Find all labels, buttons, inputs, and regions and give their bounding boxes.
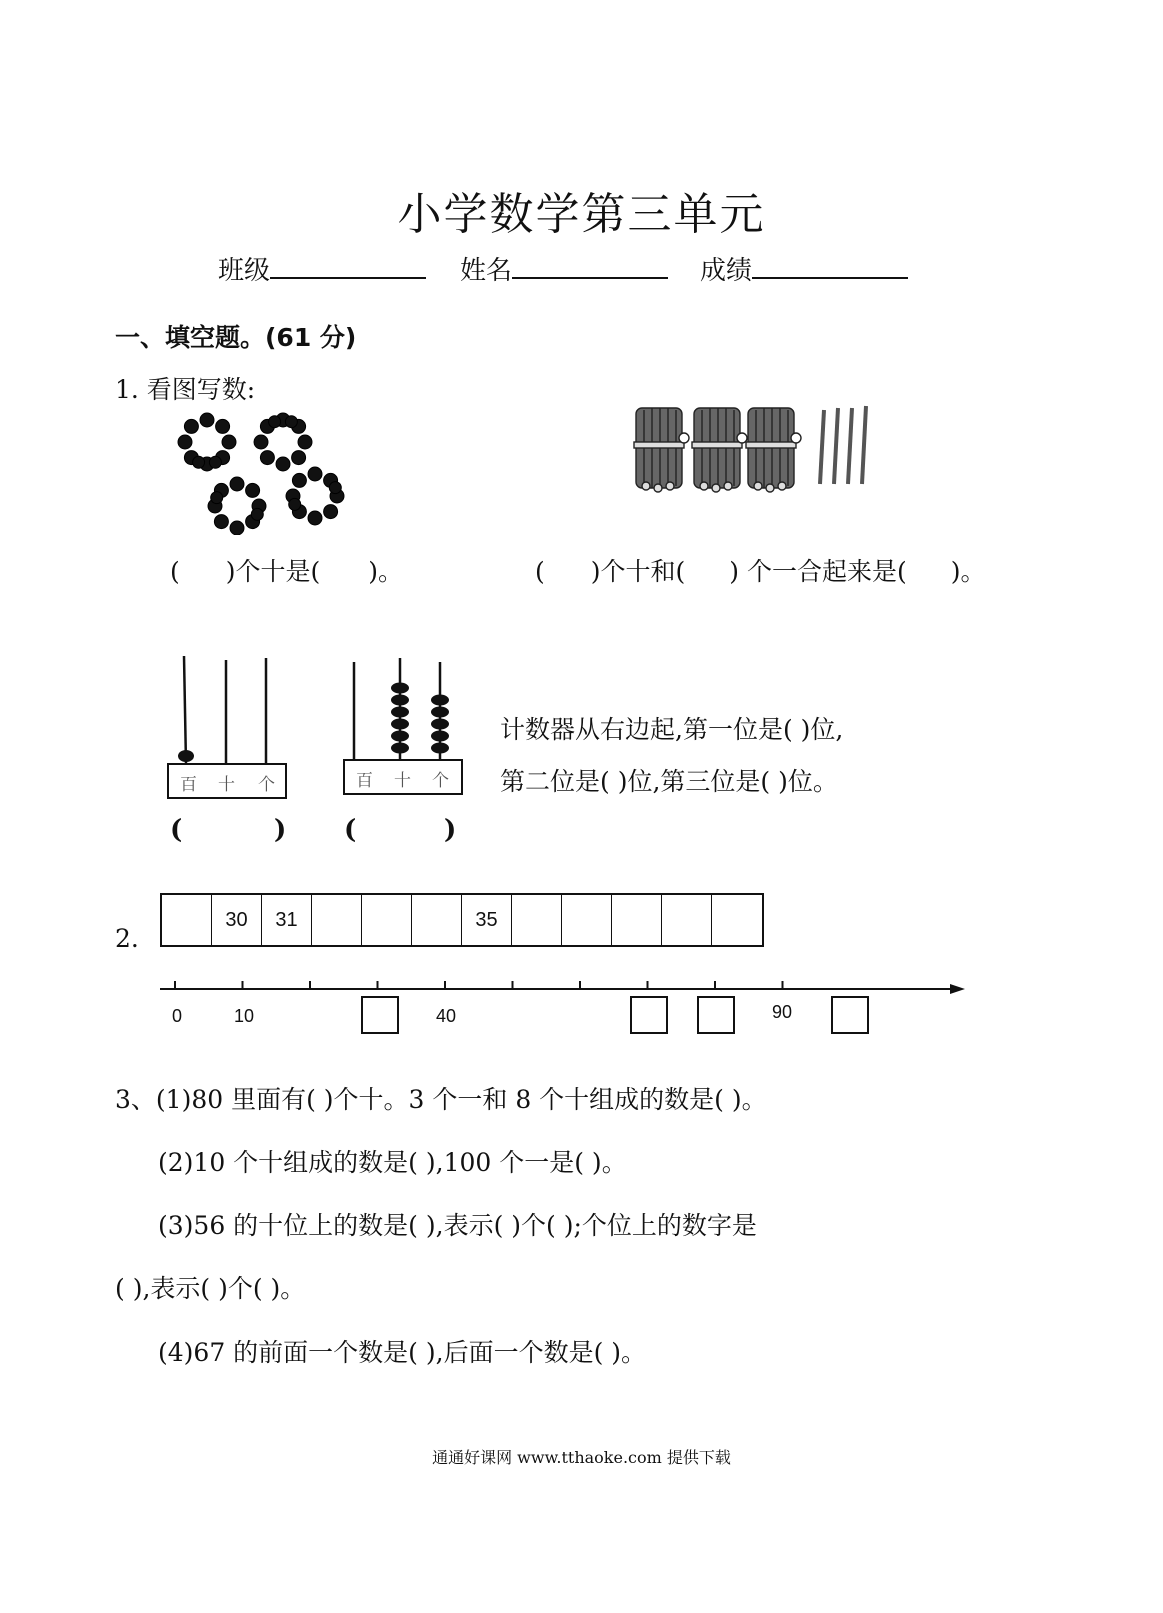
page-title: 小学数学第三单元 (397, 189, 766, 240)
strip-cell[interactable] (512, 895, 562, 945)
strip-cell[interactable] (312, 895, 362, 945)
number-strip (160, 893, 764, 947)
score-field (700, 250, 908, 287)
paren-open: ( (170, 557, 180, 586)
abacus-2-label-tens: 十 (394, 771, 411, 791)
q3-line-3: (3)56 的十位上的数是( ),表示( )个( );个位上的数字是 (158, 1211, 757, 1240)
abacus-1-label-hundreds: 百 (180, 775, 197, 795)
strip-cell: 35 (462, 895, 512, 945)
numberline-answer-box[interactable] (831, 996, 869, 1034)
abacus-2-paren-close: ) (444, 815, 457, 845)
name-blank[interactable] (512, 251, 668, 279)
numberline-label-10: 10 (234, 1006, 255, 1026)
strip-cell[interactable] (412, 895, 462, 945)
paren-open: ( (535, 557, 545, 586)
q3-line-2: (2)10 个十组成的数是( ),100 个一是( )。 (158, 1148, 627, 1177)
name-label: 姓名 (460, 256, 513, 286)
abacus-2-label-hundreds: 百 (356, 771, 373, 791)
score-blank[interactable] (752, 251, 908, 279)
strip-cell[interactable] (712, 895, 762, 945)
numberline-label-0: 0 (172, 1006, 183, 1026)
counter-question-line-2: 第二位是( )位,第三位是( )位。 (500, 767, 838, 796)
strip-cell[interactable] (662, 895, 712, 945)
beads-fill-line (170, 552, 403, 588)
numberline-answer-box[interactable] (630, 996, 668, 1034)
abacus-1-answer-blank[interactable] (190, 815, 270, 845)
abacus-2-paren-open: ( (344, 815, 357, 845)
strip-cell[interactable] (562, 895, 612, 945)
counter-question-line-1: 计数器从右边起,第一位是( )位, (500, 715, 844, 744)
beads-fill-text: )个十是( (225, 557, 321, 586)
numberline-answer-box[interactable] (697, 996, 735, 1034)
q1-label: 1. 看图写数: (115, 375, 256, 404)
strip-cell: 31 (262, 895, 312, 945)
class-field (218, 250, 426, 287)
abacus-1-paren-open: ( (170, 815, 183, 845)
strip-cell: 30 (212, 895, 262, 945)
numberline-label-90: 90 (772, 1002, 793, 1022)
q3-line-5: (4)67 的前面一个数是( ),后面一个数是( )。 (158, 1338, 647, 1367)
strip-cell[interactable] (362, 895, 412, 945)
abacus-1-paren-close: ) (274, 815, 287, 845)
class-blank[interactable] (270, 251, 426, 279)
sticks-fill-line (535, 552, 986, 588)
bead-rings-image (175, 410, 350, 535)
stick-bundles-image (632, 402, 894, 494)
q2-label: 2. (115, 924, 139, 953)
strip-cell[interactable] (612, 895, 662, 945)
abacus-2-answer-blank[interactable] (364, 815, 444, 845)
numberline-answer-box[interactable] (361, 996, 399, 1034)
q3-line-4: ( ),表示( )个( )。 (115, 1274, 306, 1303)
strip-cell[interactable] (162, 895, 212, 945)
sticks-fill-text-1: )个十和( (590, 557, 686, 586)
abacus-2-label-ones: 个 (432, 771, 449, 791)
sticks-fill-text-2: ) 个一合起来是( (729, 557, 907, 586)
abacus-1-label-tens: 十 (218, 775, 235, 795)
beads-fill-end: )。 (368, 557, 404, 586)
name-field (460, 250, 668, 287)
score-label: 成绩 (700, 256, 753, 286)
section-heading: 一、填空题。(61 分) (115, 323, 357, 352)
numberline-label-40: 40 (436, 1006, 457, 1026)
q3-line-1: 3、(1)80 里面有( )个十。3 个一和 8 个十组成的数是( )。 (115, 1085, 767, 1114)
class-label: 班级 (218, 256, 271, 286)
sticks-fill-end: )。 (950, 557, 986, 586)
abacus-1-label-ones: 个 (258, 775, 275, 795)
footer-credit: 通通好课网 www.tthaoke.com 提供下载 (432, 1448, 731, 1467)
